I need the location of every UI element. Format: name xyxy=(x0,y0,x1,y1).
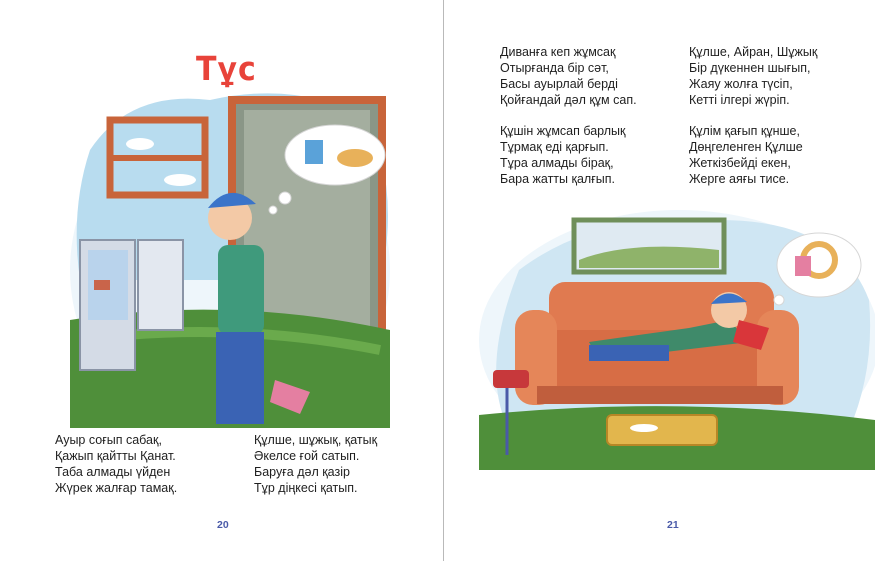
stanza-line: Жаяу жолға түсіп, xyxy=(689,77,793,91)
stanza-4 xyxy=(689,123,803,187)
stanza-line: Құлім қағып құнше, xyxy=(689,124,800,138)
stanza-line: Қажып қайтты Қанат. xyxy=(55,449,176,463)
stanza-2 xyxy=(254,432,377,496)
stanza-line: Құлше, шұжық, қатық xyxy=(254,433,378,447)
stanza-line: Құлше, Айран, Шұжық xyxy=(689,45,818,59)
stanza-line: Диванға кеп жұмсақ xyxy=(500,45,616,59)
page-number: 20 xyxy=(217,519,229,531)
stanza-line: Отырғанда бір сәт, xyxy=(500,61,609,75)
hungry-boy-kitchen-illustration xyxy=(70,80,390,428)
stanza-line: Жерге аяғы тисе. xyxy=(689,172,790,186)
stanza-line: Әкелсе ғой сатып. xyxy=(254,449,360,463)
stanza-line: Тұрмақ еді қарғып. xyxy=(500,140,609,154)
stanza-line: Бір дүкеннен шығып, xyxy=(689,61,811,75)
book-spine xyxy=(443,0,444,561)
page-number: 21 xyxy=(667,519,679,531)
right-page xyxy=(445,0,888,561)
stanza-line: Тұр діңкесі қатып. xyxy=(254,481,358,495)
stanza-line: Жүрек жалғар тамақ. xyxy=(55,481,178,495)
stanza-line: Құшін жұмсап барлық xyxy=(500,124,626,138)
page-title: Тұс xyxy=(196,50,257,89)
stanza-line: Бара жатты қалғып. xyxy=(500,172,615,186)
stanza-line: Басы ауырлай берді xyxy=(500,77,618,91)
stanza-line: Кетті ілгері жүріп. xyxy=(689,93,790,107)
stanza-line: Жеткізбейді екен, xyxy=(689,156,791,170)
stanza-line: Дөңгеленген Құлше xyxy=(689,140,803,154)
stanza-3 xyxy=(500,123,625,187)
stanza-line: Ауыр соғып сабақ, xyxy=(55,433,162,447)
stanza-line: Қойғандай дәл құм сап. xyxy=(500,93,637,107)
stanza-1 xyxy=(55,432,177,496)
stanza-line: Таба алмады үйден xyxy=(55,465,171,479)
stanza-1 xyxy=(500,44,637,108)
stanza-2 xyxy=(689,44,817,108)
stanza-line: Тұра алмады бірақ, xyxy=(500,156,614,170)
stanza-line: Баруға дәл қазір xyxy=(254,465,350,479)
sleeping-boy-sofa-illustration xyxy=(479,210,875,470)
